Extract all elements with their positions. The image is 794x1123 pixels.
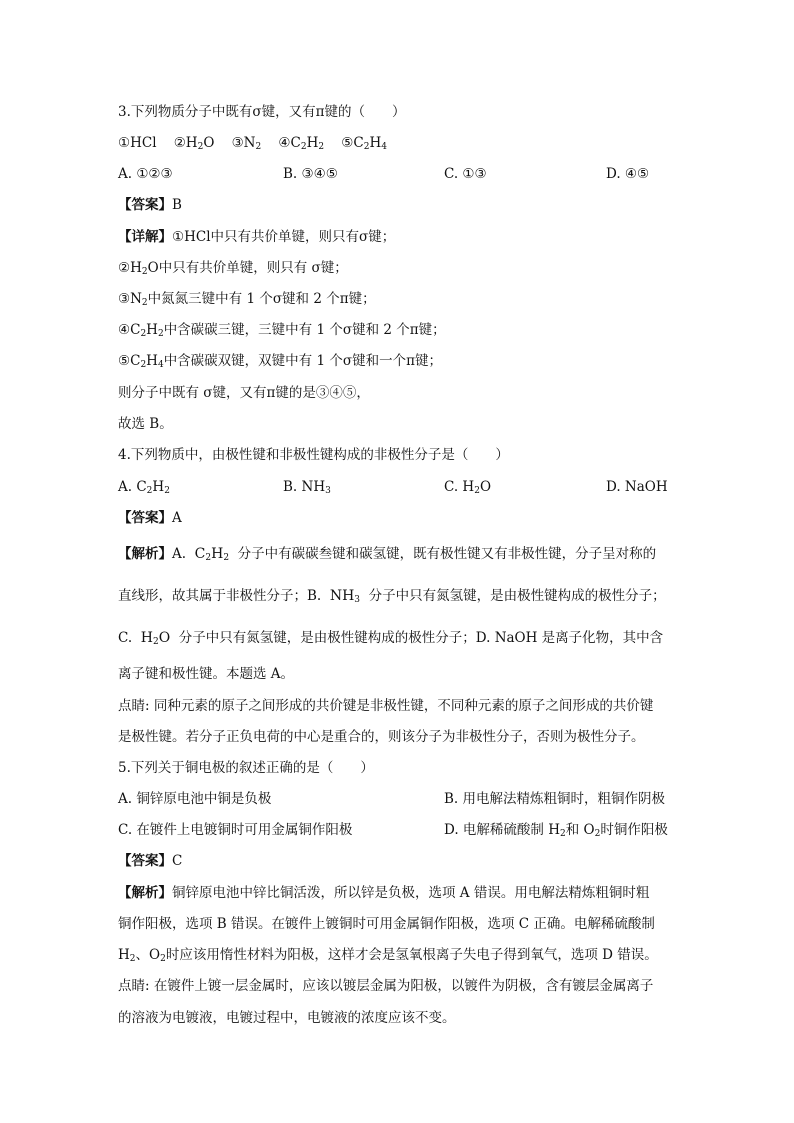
q3-option-b: B. ③④⑤ — [283, 166, 338, 182]
q3-detail-1: 【详解】①HCl中只有共价单键，则只有σ键； — [118, 229, 396, 245]
analysis-label: 【解析】 — [118, 885, 172, 901]
q5-analysis-1: 【解析】铜锌原电池中锌比铜活泼，所以锌是负极，选项 A 错误。用电解法精炼粗铜时粗 — [118, 885, 650, 901]
answer-value: C — [172, 853, 183, 869]
q5-stem: 5.下列关于铜电极的叙述正确的是（ ） — [118, 760, 374, 776]
formula-h2o: $H_2O$ — [140, 630, 171, 647]
q3-detail-2: $②H_2O$中只有共价单键，则只有 σ键； — [118, 260, 348, 277]
q4-note-2: 是极性键。若分子正负电荷的中心是重合的，则该分子为非极性分子，否则为极性分子。 — [118, 729, 645, 745]
q3-detail-4: $④C_2H_2$中含碳碳三键，三键中有 1 个σ键和 2 个π键； — [118, 322, 446, 339]
q4-note-1: 点睛: 同种元素的原子之间形成的共价键是非极性键，不同种元素的原子之间形成的共价键 — [118, 698, 654, 714]
q3-option-d: D. ④⑤ — [606, 166, 650, 182]
answer-value: B — [172, 197, 182, 213]
q3-item-3: $③N_2$ — [231, 135, 262, 152]
q4-option-c: C. $H_2O$ — [444, 479, 492, 496]
q5-option-a: A. 铜锌原电池中铜是负极 — [118, 791, 272, 807]
q3-detail-3: $③N_2$中氮氮三键中有 1 个σ键和 2 个π键； — [118, 291, 376, 308]
q3-option-a: A. ①②③ — [118, 166, 173, 182]
q3-item-4: $④C_2H_2$ — [278, 135, 325, 152]
q5-analysis-3: $H_2$、$O_2$时应该用惰性材料为阳极，这样才会是氢氧根离子失电子得到氧气，选项 D 错误。 — [118, 947, 658, 964]
q5-analysis-2: 铜作阳极，选项 B 错误。在镀件上镀铜时可用金属铜作阳极，选项 C 正确。电解稀硫酸制 — [118, 916, 655, 932]
q3-final: 故选 B。 — [118, 416, 173, 432]
q4-analysis-3: C. $H_2O$ 分子中只有氮氢键，是由极性键构成的极性分子；D. NaOH 是离子化物，其中含 — [118, 630, 664, 647]
q4-answer — [118, 509, 182, 527]
q5-note-1: 点睛: 在镀件上镀一层金属时，应该以镀层金属为阳极，以镀件为阴极，含有镀层金属离子 — [118, 978, 654, 994]
q4-stem: 4.下列物质中，由极性键和非极性键构成的非极性分子是（ ） — [118, 447, 509, 463]
q4-analysis-2: 直线形，故其属于非极性分子；B. $NH_3$ 分子中只有氮氢键，是由极性键构成的极性分子； — [118, 588, 666, 605]
q4-option-b: B. $NH_3$ — [283, 479, 331, 496]
answer-label: 【答案】 — [118, 197, 172, 213]
q5-answer — [118, 852, 182, 870]
answer-value: A — [172, 510, 182, 526]
q3-stem: 3.下列物质分子中既有σ键，又有π键的（ ） — [118, 104, 406, 120]
q5-option-d: D. 电解稀硫酸制 $H_2$和 $O_2$时铜作阳极 — [444, 822, 668, 839]
q3-conclusion: 则分子中既有 σ键，又有π键的是③④⑤， — [118, 385, 370, 401]
q4-analysis-4: 离子键和极性键。本题选 A。 — [118, 666, 295, 682]
q3-option-c: C. ①③ — [444, 166, 487, 182]
q3-items — [118, 134, 387, 152]
answer-label: 【答案】 — [118, 853, 172, 869]
q3-item-5: $⑤C_2H_4$ — [341, 135, 387, 152]
q4-analysis-1: 【解析】A. $C_2H_2$ 分子中有碳碳叁键和碳氢键，既有极性键又有非极性键，分子呈对称的 — [118, 546, 657, 563]
formula-c2h2: $C_2H_2$ — [194, 546, 230, 563]
q4-option-d: D. NaOH — [606, 479, 668, 495]
detail-label: 【详解】 — [118, 229, 172, 245]
q5-option-c: C. 在镀件上电镀铜时可用金属铜作阳极 — [118, 822, 353, 838]
q5-note-2: 的溶液为电镀液，电镀过程中，电镀液的浓度应该不变。 — [118, 1010, 456, 1026]
q3-item-1: ①HCl — [118, 135, 157, 151]
q3-detail-5: $⑤C_2H_4$中含碳碳双键，双键中有 1 个σ键和一个π键； — [118, 353, 442, 370]
q3-item-2: $②H_2O$ — [173, 135, 215, 152]
analysis-label: 【解析】 — [118, 546, 172, 562]
q3-answer — [118, 196, 182, 214]
q5-option-b: B. 用电解法精炼粗铜时，粗铜作阴极 — [444, 791, 666, 807]
formula-nh3: $NH_3$ — [329, 588, 361, 605]
answer-label: 【答案】 — [118, 510, 172, 526]
q4-option-a: A. $C_2H_2$ — [118, 479, 170, 496]
